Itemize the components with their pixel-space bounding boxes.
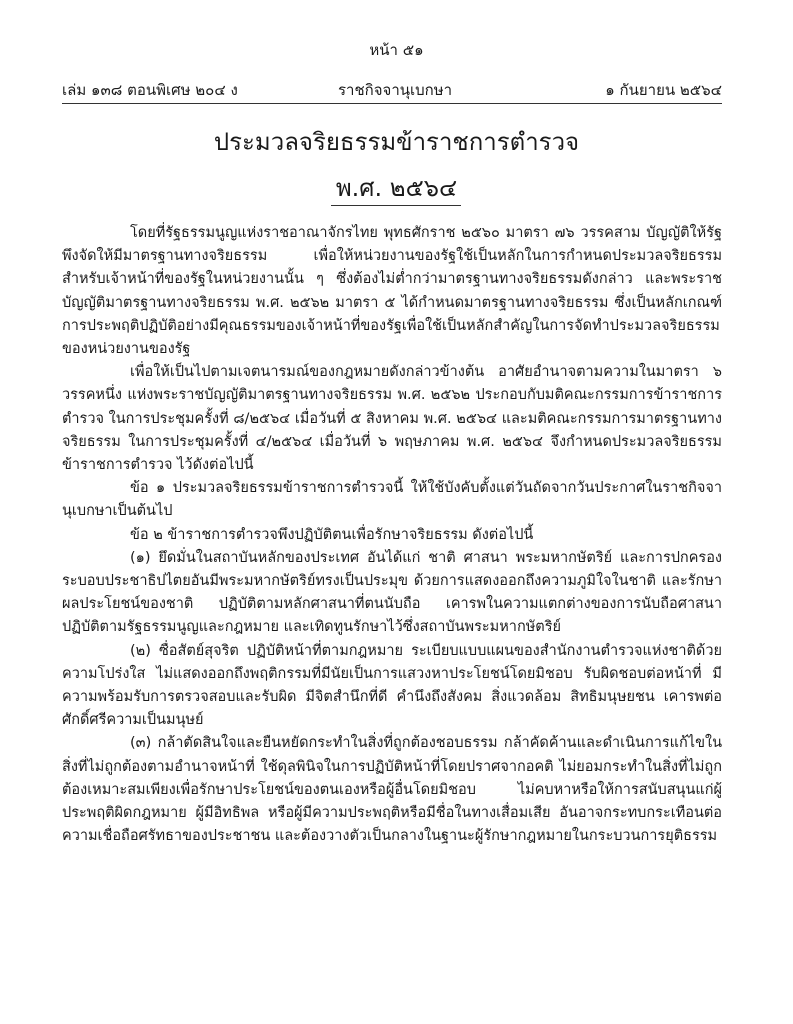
paragraph-item-1: (๑) ยึดมั่นในสถาบันหลักของประเทศ อันได้แก่ ชาติ ศาสนา พระมหากษัตริย์ และการปกครองระบอบประชาธิปไตยอันมีพระมหากษัตริย์ทรงเป็นประมุข ด้วยการแสดงออกถึงความภูมิใจในชาติ และรักษาผลประโยชน์ของชาติ ปฏิบัติตามหลักศาสนาที่ตนนับถือ เคารพในความแตกต่างของการนับถือศาสนา ปฏิบัติตามรัฐธรรมนูญและกฎหมาย และเทิดทูนรักษาไว้ซึ่งสถาบันพระมหากษัตริย์ [62,549,722,636]
page-number: หน้า ๕๑ [369,41,424,59]
volume-issue: เล่ม ๑๓๘ ตอนพิเศษ ๒๐๔ ง [62,81,238,99]
publication-date: ๑ กันยายน ๒๕๖๔ [605,81,722,99]
paragraph-clause-2: ข้อ ๒ ข้าราชการตำรวจพึงปฏิบัติตนเพื่อรักษาจริยธรรม ดังต่อไปนี้ [130,526,534,543]
title-divider [331,205,461,206]
document-body [62,222,722,848]
paragraph-clause-1: ข้อ ๑ ประมวลจริยธรรมข้าราชการตำรวจนี้ ให้ใช้บังคับตั้งแต่วันถัดจากวันประกาศในราชกิจจานุเบกษาเป็นต้นไป [62,480,722,520]
gazette-header [62,78,722,98]
gazette-name: ราชกิจจานุเบกษา [338,81,453,99]
paragraph-preamble: โดยที่รัฐธรรมนูญแห่งราชอาณาจักรไทย พุทธศักราช ๒๕๖๐ มาตรา ๗๖ วรรคสาม บัญญัติให้รัฐพึงจัดให้มีมาตรฐานทางจริยธรรม เพื่อให้หน่วยงานของรัฐใช้เป็นหลักในการกำหนดประมวลจริยธรรมสำหรับเจ้าหน้าที่ของรัฐในหน่วยงานนั้น ๆ ซึ่งต้องไม่ต่ำกว่ามาตรฐานทางจริยธรรมดังกล่าว และพระราชบัญญัติมาตรฐานทางจริยธรรม พ.ศ. ๒๕๖๒ มาตรา ๕ ได้กำหนดมาตรฐานทางจริยธรรม ซึ่งเป็นหลักเกณฑ์การประพฤติปฏิบัติอย่างมีคุณธรรมของเจ้าหน้าที่ของรัฐเพื่อใช้เป็นหลักสำคัญในการจัดทำประมวลจริยธรรมของหน่วยงานของรัฐ [62,225,722,358]
document-year: พ.ศ. ๒๕๖๔ [335,174,458,202]
paragraph-item-2: (๒) ซื่อสัตย์สุจริต ปฏิบัติหน้าที่ตามกฎหมาย ระเบียบแบบแผนของสำนักงานตำรวจแห่งชาติด้วยความโปร่งใส ไม่แสดงออกถึงพฤติกรรมที่มีนัยเป็นการแสวงหาประโยชน์โดยมิชอบ รับผิดชอบต่อหน้าที่ มีความพร้อมรับการตรวจสอบและรับผิด มีจิตสำนึกที่ดี คำนึงถึงสังคม สิ่งแวดล้อม สิทธิมนุษยชน เคารพต่อศักดิ์ศรีความเป็นมนุษย์ [62,642,722,729]
header-divider [62,103,722,104]
document-title: ประมวลจริยธรรมข้าราชการตำรวจ [213,128,580,156]
paragraph-item-3: (๓) กล้าตัดสินใจและยืนหยัดกระทำในสิ่งที่ถูกต้องชอบธรรม กล้าคัดค้านและดำเนินการแก้ไขในสิ่งที่ไม่ถูกต้องตามอำนาจหน้าที่ ใช้ดุลพินิจในการปฏิบัติหน้าที่โดยปราศจากอคติ ไม่ยอมกระทำในสิ่งที่ไม่ถูกต้องเหมาะสมเพียงเพื่อรักษาประโยชน์ของตนเองหรือผู้อื่นโดยมิชอบ ไม่คบหาหรือให้การสนับสนุนแก่ผู้ประพฤติผิดกฎหมาย ผู้มีอิทธิพล หรือผู้มีความประพฤติหรือมีชื่อในทางเสื่อมเสีย อันอาจกระทบกระเทือนต่อความเชื่อถือศรัทธาของประชาชน และต้องวางตัวเป็นกลางในฐานะผู้รักษากฎหมายในกระบวนการยุติธรรม [62,735,722,845]
paragraph-authority: เพื่อให้เป็นไปตามเจตนารมณ์ของกฎหมายดังกล่าวข้างต้น อาศัยอำนาจตามความในมาตรา ๖ วรรคหนึ่ง แห่งพระราชบัญญัติมาตรฐานทางจริยธรรม พ.ศ. ๒๕๖๒ ประกอบกับมติคณะกรรมการข้าราชการตำรวจ ในการประชุมครั้งที่ ๘/๒๕๖๔ เมื่อวันที่ ๕ สิงหาคม พ.ศ. ๒๕๖๔ และมติคณะกรรมการมาตรฐานทางจริยธรรม ในการประชุมครั้งที่ ๔/๒๕๖๔ เมื่อวันที่ ๖ พฤษภาคม พ.ศ. ๒๕๖๔ จึงกำหนดประมวลจริยธรรมข้าราชการตำรวจ ไว้ดังต่อไปนี้ [62,364,722,474]
